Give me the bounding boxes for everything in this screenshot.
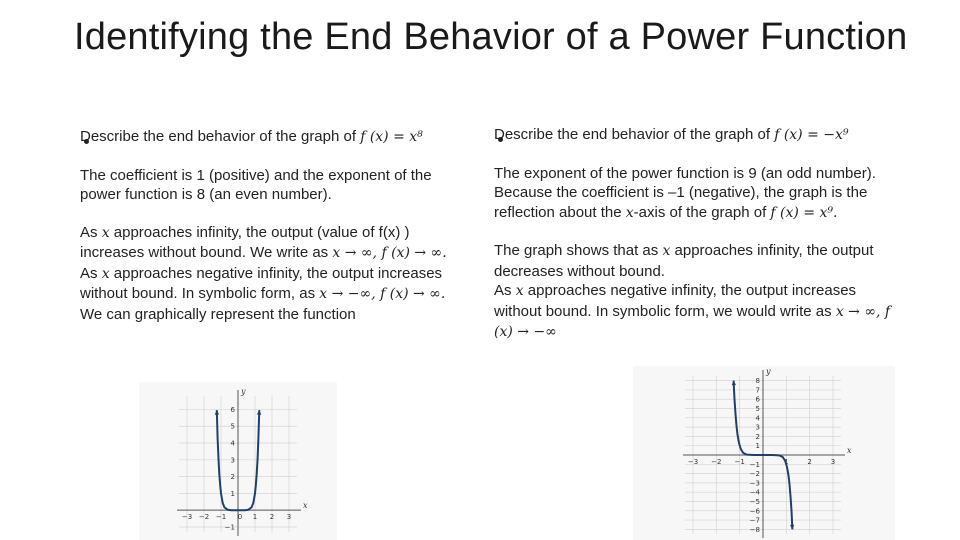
y-tick-label: −5 [749, 497, 760, 506]
right-p3-math: x → ∞, f (x) → −∞ [494, 303, 891, 340]
left-p2-math: x → ∞, f (x) → ∞. [332, 245, 447, 261]
x-tick-label: −3 [181, 513, 193, 522]
right-p2-b: approaches infinity, the output decreases without bound. [494, 242, 874, 280]
left-paragraph-1: The coefficient is 1 (positive) and the exponent of the power function is 8 (an even number). [80, 166, 432, 203]
left-p3-x: x [101, 265, 110, 282]
left-p3-math: x → −∞, f (x) → ∞. [319, 286, 446, 302]
x-tick-label: −1 [734, 458, 745, 466]
y-tick-label: −8 [749, 525, 760, 534]
left-p3-a: As [80, 264, 98, 282]
graph-x8-svg [139, 382, 337, 540]
y-tick-label: −1 [224, 523, 235, 532]
y-tick-label: −6 [749, 507, 760, 516]
y-tick-label: 3 [230, 456, 235, 465]
right-p1-x: x [625, 204, 634, 221]
y-tick-label: −2 [749, 470, 760, 479]
left-p3-b: approaches negative infinity, the output increases without bound. In symbolic form, as [80, 264, 443, 302]
y-axis-label: y [241, 387, 246, 396]
right-paragraph-2 [494, 241, 894, 281]
y-tick-label: −7 [749, 516, 760, 525]
y-tick-label: 7 [755, 386, 760, 395]
graph-neg-x9-svg [633, 366, 895, 540]
x-tick-label: 3 [286, 513, 292, 522]
y-tick-label: 1 [230, 489, 235, 498]
right-p3-b: approaches negative infinity, the output increases without bound. In symbolic form, we would write as [494, 282, 857, 320]
x-tick-label: 1 [784, 458, 789, 466]
y-tick-label: 3 [755, 423, 760, 432]
right-prompt-math: f (x) = −x⁹ [774, 127, 849, 143]
y-axis-label: y [766, 367, 771, 376]
y-tick-label: −4 [749, 488, 760, 497]
y-tick-label: 6 [230, 405, 235, 414]
x-axis-label: x [303, 501, 308, 511]
y-tick-label: 4 [755, 414, 760, 423]
left-paragraph-2 [80, 223, 475, 264]
y-tick-label: 5 [230, 422, 235, 431]
left-p2-x: x [101, 224, 110, 241]
x-tick-label: 2 [269, 513, 275, 522]
curve-arrowhead [257, 410, 261, 415]
slide-title: Identifying the End Behavior of a Power Function [74, 16, 908, 58]
y-tick-label: 2 [755, 432, 760, 441]
x-tick-label: −2 [711, 458, 722, 466]
left-column [80, 127, 475, 324]
y-tick-label: 5 [755, 405, 760, 414]
curve-arrowhead [790, 525, 794, 530]
left-p2-b: approaches infinity, the output (value of f(x) ) increases without bound. We write as [80, 223, 410, 261]
x-tick-label: −3 [687, 458, 699, 466]
right-prompt [494, 125, 894, 146]
y-tick-label: 1 [755, 442, 760, 451]
left-prompt [80, 127, 475, 148]
right-p2-x: x [662, 243, 671, 259]
right-p1-a: The exponent of the power function is 9 (an odd number). Because the coefficient is –1 (negative), the graph is the reflection about the [494, 164, 876, 221]
y-tick-label: 4 [230, 439, 235, 448]
x-tick-label: 1 [252, 513, 258, 522]
x-tick-label: −2 [198, 513, 210, 522]
right-column [494, 125, 894, 343]
y-tick-label: 2 [230, 473, 235, 482]
y-tick-label: 8 [755, 377, 760, 386]
x-tick-label: 3 [830, 458, 836, 466]
graph-neg-x9 [633, 366, 895, 540]
x-tick-label: 2 [807, 458, 812, 466]
y-tick-label: −3 [749, 479, 760, 488]
left-prompt-math: f (x) = x⁸ [360, 129, 423, 145]
y-tick-label: −1 [749, 460, 760, 469]
left-paragraph-3 [80, 264, 475, 305]
right-p2-a: The graph shows that as [494, 242, 659, 259]
right-p3-x: x [515, 283, 524, 299]
right-p3-a: As [494, 282, 512, 299]
x-tick-label: 0 [237, 513, 243, 522]
left-prompt-text: Describe the end behavior of the graph of [80, 128, 357, 145]
graph-x8 [139, 382, 337, 540]
y-tick-label: 6 [755, 395, 760, 404]
left-p2-a: As [80, 223, 98, 241]
right-paragraph-3 [494, 281, 894, 343]
right-p1-b: -axis of the graph of [633, 203, 767, 221]
right-p1-math: f (x) = x⁹. [770, 204, 838, 221]
left-paragraph-4: We can graphically represent the function [80, 305, 356, 323]
x-axis-label: x [847, 446, 852, 455]
x-tick-label: −1 [215, 513, 227, 522]
curve-arrowhead [215, 410, 219, 415]
right-prompt-text: Describe the end behavior of the graph of [494, 126, 771, 143]
right-paragraph-1 [494, 164, 894, 224]
curve-arrowhead [732, 381, 736, 386]
